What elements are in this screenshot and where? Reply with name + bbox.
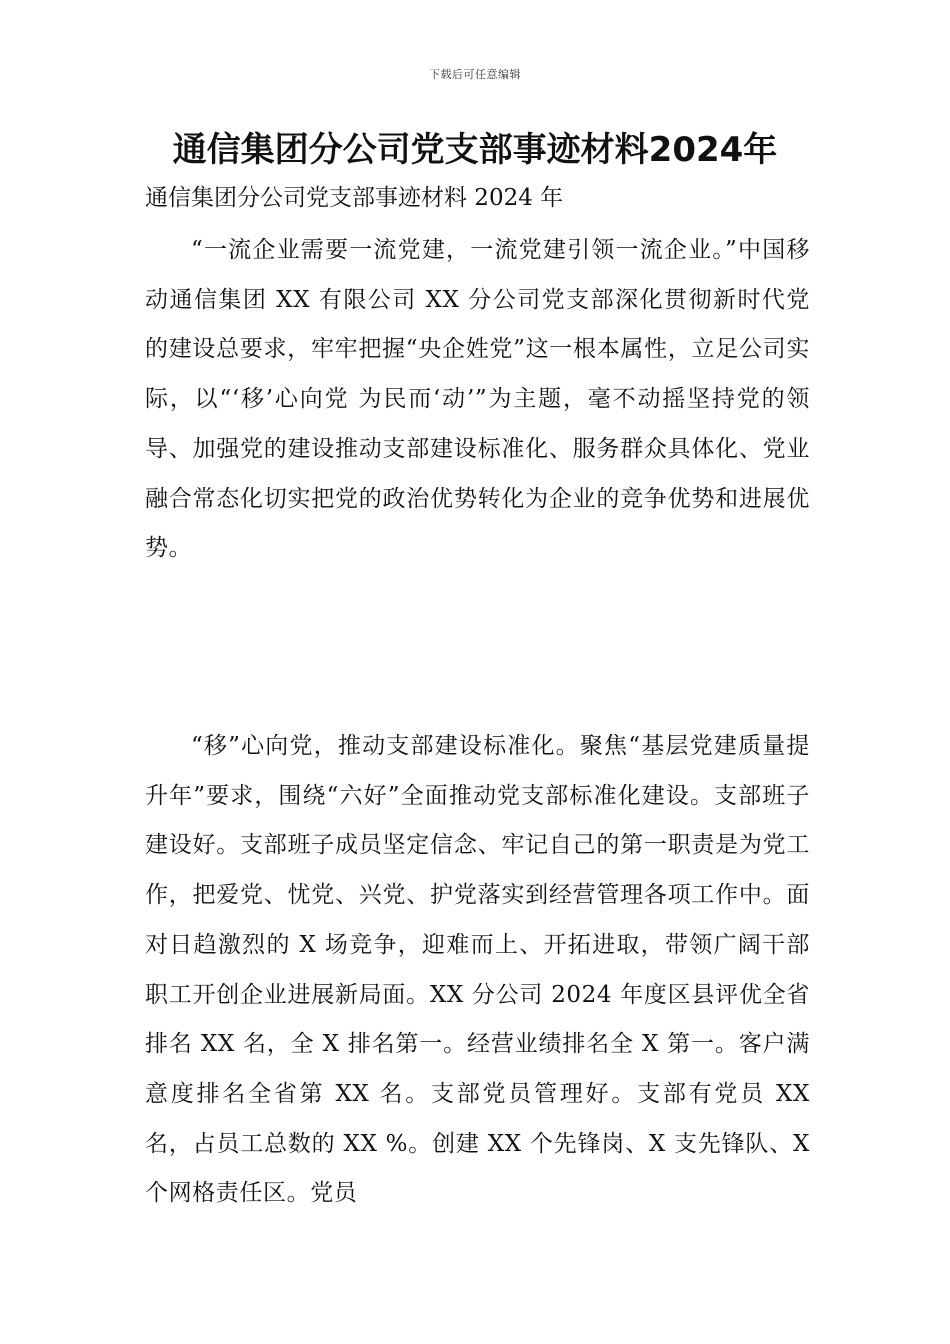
paragraph-intro: “一流企业需要一流党建，一流党建引领一流企业。”中国移动通信集团 XX 有限公司 XX 分公司党支部深化贯彻新时代党的建设总要求，牢牢把握“央企姓党”这一根本属性，立足公司实际，以“‘移’心向党 为民而‘动’”为主题，毫不动摇坚持党的领导、加强党的建设推动支部建设标准化、服务群众具体化、党业融合常态化切实把党的政治优势转化为企业的竞争优势和进展优势。 xyxy=(145,237,810,562)
paragraph-standardization: “移”心向党，推动支部建设标准化。聚焦“基层党建质量提升年”要求，围绕“六好”全面推动党支部标准化建设。支部班子建设好。支部班子成员坚定信念、牢记自己的第一职责是为党工作，把爱党、忧党、兴党、护党落实到经营管理各项工作中。面对日趋激烈的 X 场竞争，迎难而上、开拓进取，带领广阔干部职工开创企业进展新局面。XX 分公司 2024 年度区县评优全省排名 XX 名，全 X 排名第一。经营业绩排名全 X 第一。客户满意度排名全省第 XX 名。支部党员管理好。支部有党员 XX 名，占员工总数的 XX %。创建 XX 个先锋岗、X 支先锋队、X 个网格责任区。党员 xyxy=(145,733,810,1207)
document-subtitle: 通信集团分公司党支部事迹材料 2024 年 xyxy=(145,185,564,211)
header-note: 下载后可任意编辑 xyxy=(429,68,521,81)
document-title: 通信集团分公司党支部事迹材料2024年 xyxy=(172,130,778,170)
